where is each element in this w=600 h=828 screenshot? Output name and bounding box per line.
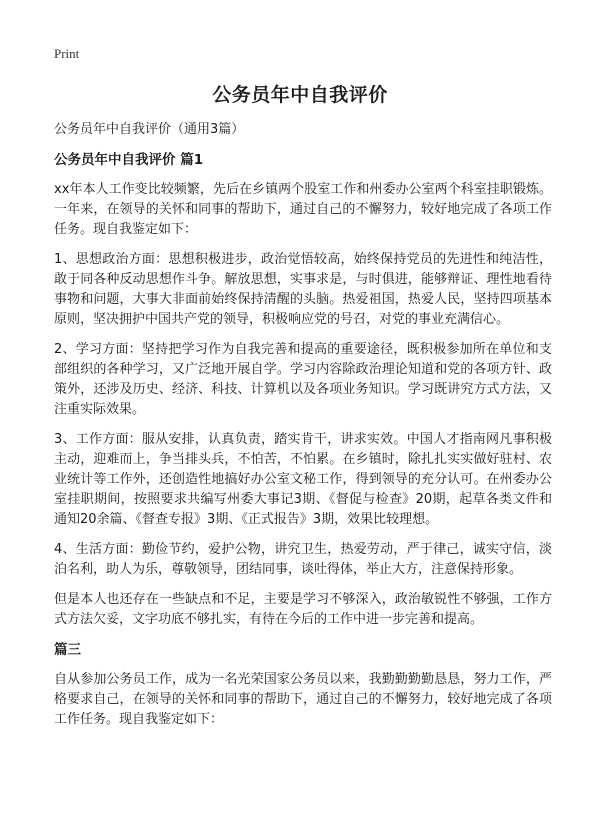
section-3-heading: 篇三	[54, 642, 81, 658]
document-body	[54, 120, 552, 740]
page-title: 公务员年中自我评价	[212, 84, 388, 106]
print-link[interactable]: Print	[54, 46, 80, 61]
section-3-intro-paragraph: 自从参加公务员工作，成为一名光荣国家公务员以来，我勤勤勤勤恳恳，努力工作，严格要求自己，在领导的关怀和同事的帮助下，通过自己的不懈努力，较好地完成了各项工作任务。现自我鉴定如下：	[54, 672, 552, 727]
ideology-paragraph: 1、思想政治方面：思想积极进步，政治觉悟较高，始终保持党员的先进性和纯洁性，敢于同各种反动思想作斗争。解放思想，实事求是，与时俱进，能够辩证、理性地看待事物和问题，大事大非面前始终保持清醒的头脑。热爱祖国，热爱人民，坚持四项基本原则，坚决拥护中国共产党的领导，积极响应党的号召，对党的事业充满信心。	[54, 252, 552, 327]
life-paragraph: 4、生活方面：勤俭节约，爱护公物，讲究卫生，热爱劳动，严于律己，诚实守信，淡泊名利，助人为乐，尊敬领导，团结同事，谈吐得体，举止大方，注意保持形象。	[54, 542, 552, 577]
study-paragraph: 2、学习方面：坚持把学习作为自我完善和提高的重要途径，既积极参加所在单位和支部组织的各种学习，又广泛地开展自学。学习内容除政治理论知道和党的各项方针、政策外，还涉及历史、经济、科技、计算机以及各项业务知识。学习既讲究方式方法，又注重实际效果。	[54, 342, 552, 417]
section-1-heading: 公务员年中自我评价 篇1	[54, 152, 204, 168]
document-subtitle: 公务员年中自我评价（通用3篇）	[54, 122, 245, 137]
section-1-intro-paragraph: xx年本人工作变比较频繁，先后在乡镇两个股室工作和州委办公室两个科室挂职锻炼。一年来，在领导的关怀和同事的帮助下，通过自己的不懈努力，较好地完成了各项工作任务。现自我鉴定如下：	[54, 182, 552, 237]
work-paragraph: 3、工作方面：服从安排，认真负责，踏实肯干，讲求实效。中国人才指南网凡事积极主动，迎难而上，争当排头兵，不怕苦，不怕累。在乡镇时，除扎扎实实做好驻村、农业统计等工作外，还创造性地搞好办公室文秘工作，得到领导的充分认可。在州委办公室挂职期间，按照要求共编写州委大事记3期、《督促与检查》20期，起草各类文件和通知20余篇、《督查专报》3期、《正式报告》3期，效果比较理想。	[54, 432, 552, 527]
shortcomings-paragraph: 但是本人也还存在一些缺点和不足，主要是学习不够深入，政治敏锐性不够强，工作方式方法欠妥，文字功底不够扎实，有待在今后的工作中进一步完善和提高。	[54, 592, 552, 627]
